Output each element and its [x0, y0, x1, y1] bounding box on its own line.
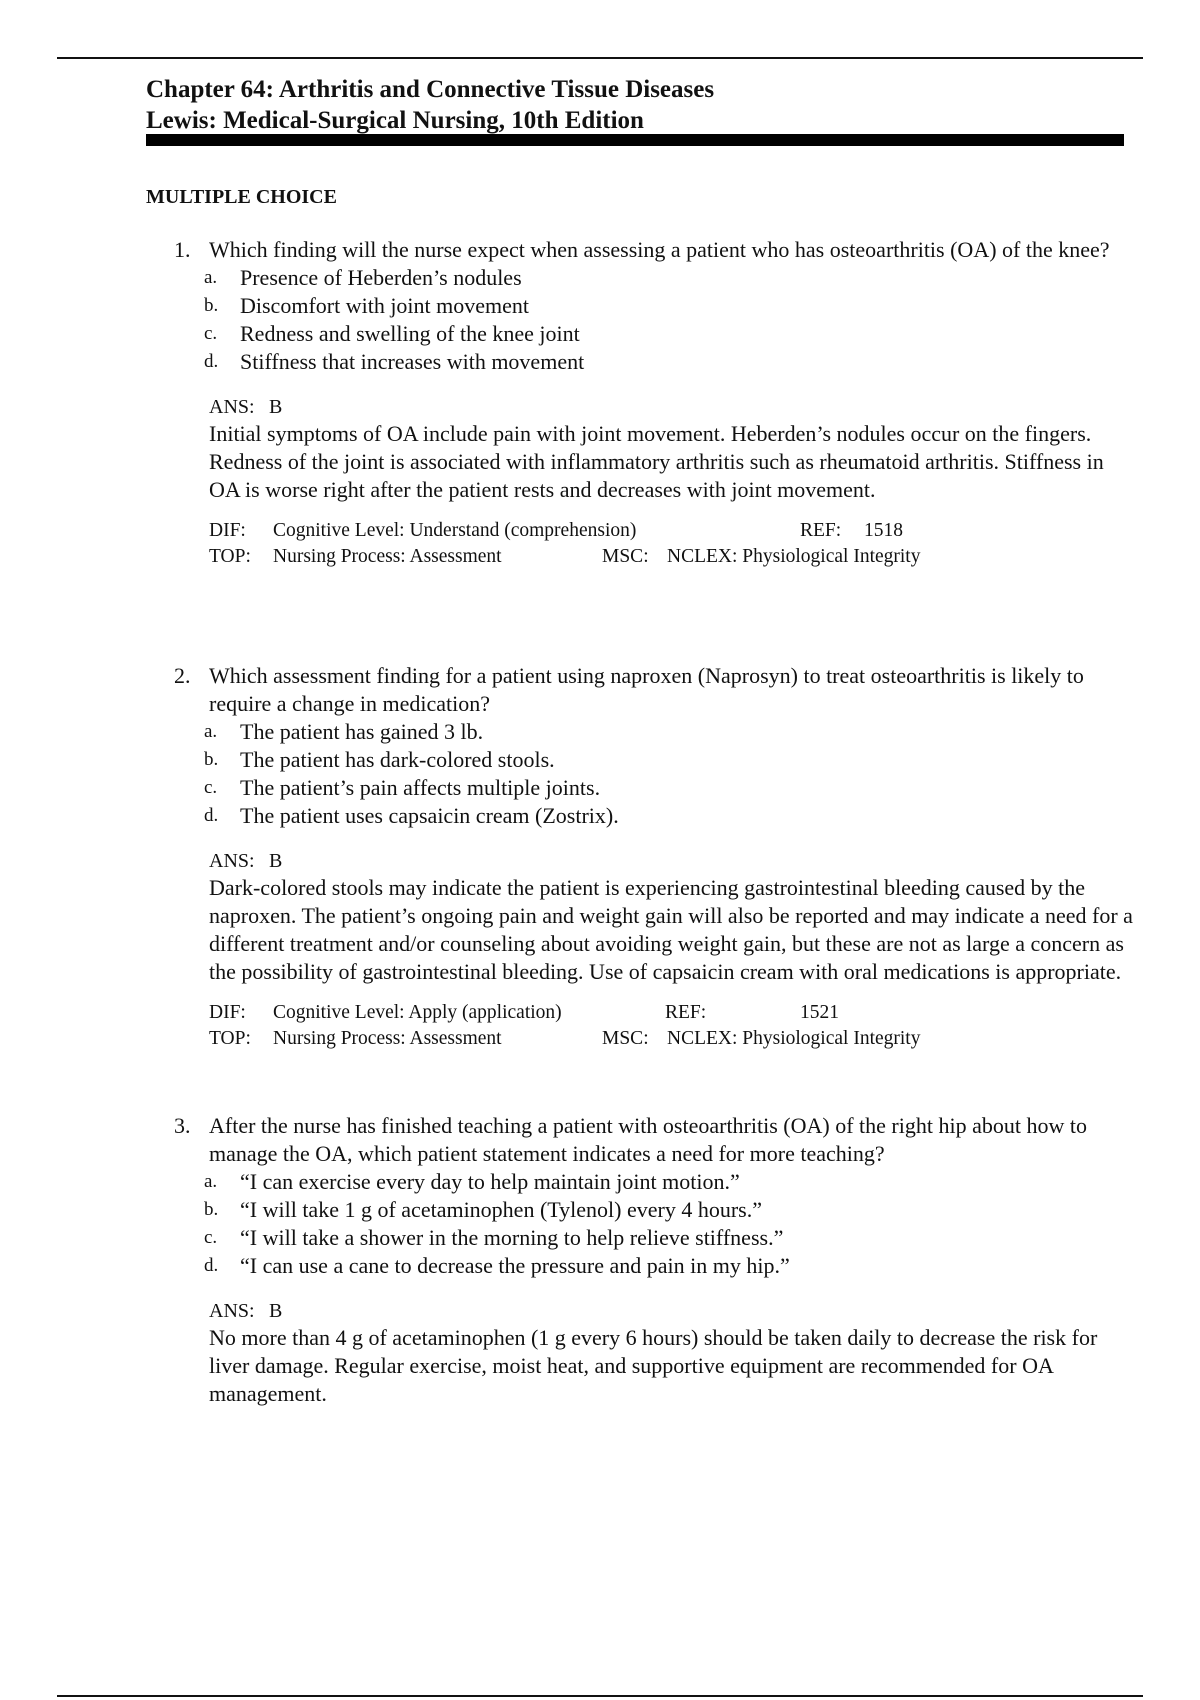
- msc-value: NCLEX: Physiological Integrity: [667, 546, 921, 567]
- option-text: “I will take a shower in the morning to help relieve stiffness.”: [240, 1225, 784, 1250]
- option-c: [146, 320, 1136, 348]
- option-letter: b.: [204, 295, 219, 316]
- document-header: [146, 74, 1126, 136]
- option-a: [146, 1168, 1136, 1196]
- top-rule: [57, 57, 1143, 59]
- section-heading: MULTIPLE CHOICE: [146, 186, 337, 208]
- answer-block: [146, 394, 1136, 504]
- msc-label: MSC:: [602, 1028, 649, 1049]
- option-text: “I can use a cane to decrease the pressure and pain in my hip.”: [240, 1253, 790, 1278]
- question-1: [146, 236, 1136, 572]
- question-stem: [146, 1112, 1136, 1168]
- option-text: The patient’s pain affects multiple joints.: [240, 775, 601, 800]
- answer-label: ANS:: [209, 850, 255, 872]
- msc-value: NCLEX: Physiological Integrity: [667, 1028, 921, 1049]
- metadata-block: [146, 518, 1136, 572]
- answer-label: ANS:: [209, 1300, 255, 1322]
- question-text: After the nurse has finished teaching a patient with osteoarthritis (OA) of the right hip about how to manage the OA, which patient statement indicates a need for more teaching?: [209, 1113, 1087, 1166]
- options-list: [146, 1168, 1136, 1280]
- dif-value: Cognitive Level: Apply (application): [273, 1002, 562, 1023]
- question-number: 3.: [174, 1113, 191, 1138]
- option-letter: b.: [204, 1199, 219, 1220]
- option-text: “I can exercise every day to help maintain joint motion.”: [240, 1169, 740, 1194]
- dif-label: DIF:: [209, 520, 246, 541]
- option-letter: c.: [204, 323, 218, 344]
- answer-value: B: [269, 850, 283, 872]
- msc-label: MSC:: [602, 546, 649, 567]
- option-b: [146, 746, 1136, 774]
- question-stem: [146, 236, 1136, 264]
- option-c: [146, 1224, 1136, 1252]
- answer-label: ANS:: [209, 396, 255, 418]
- metadata-block: [146, 1000, 1136, 1054]
- ref-value: 1518: [864, 520, 903, 541]
- book-title: Lewis: Medical-Surgical Nursing, 10th Edition: [146, 107, 644, 134]
- answer-line: [209, 848, 1136, 874]
- option-text: “I will take 1 g of acetaminophen (Tylenol) every 4 hours.”: [240, 1197, 762, 1222]
- option-letter: d.: [204, 351, 219, 372]
- option-a: [146, 718, 1136, 746]
- answer-line: [209, 394, 1136, 420]
- answer-block: [146, 1298, 1136, 1408]
- option-text: Discomfort with joint movement: [240, 293, 530, 318]
- option-b: [146, 292, 1136, 320]
- question-number: 2.: [174, 663, 191, 688]
- ref-label: REF:: [665, 1002, 707, 1023]
- top-value: Nursing Process: Assessment: [273, 546, 502, 567]
- option-letter: a.: [204, 1171, 218, 1192]
- question-2: [146, 662, 1136, 1054]
- option-text: The patient has gained 3 lb.: [240, 719, 484, 744]
- option-letter: d.: [204, 1255, 219, 1276]
- option-letter: d.: [204, 805, 219, 826]
- header-bar: [146, 134, 1124, 146]
- option-text: The patient uses capsaicin cream (Zostrix).: [240, 803, 619, 828]
- answer-value: B: [269, 1300, 283, 1322]
- option-a: [146, 264, 1136, 292]
- option-letter: b.: [204, 749, 219, 770]
- top-label: TOP:: [209, 546, 251, 567]
- answer-line: [209, 1298, 1136, 1324]
- dif-label: DIF:: [209, 1002, 246, 1023]
- chapter-title: Chapter 64: Arthritis and Connective Tissue Diseases: [146, 76, 715, 103]
- ref-label: REF:: [800, 520, 842, 541]
- question-text: Which assessment finding for a patient using naproxen (Naprosyn) to treat osteoarthritis is likely to require a change in medication?: [209, 663, 1084, 716]
- option-text: Redness and swelling of the knee joint: [240, 321, 580, 346]
- ref-value: 1521: [800, 1002, 839, 1023]
- question-3: [146, 1112, 1136, 1408]
- option-c: [146, 774, 1136, 802]
- option-d: [146, 348, 1136, 376]
- question-text: Which finding will the nurse expect when assessing a patient who has osteoarthritis (OA) of the knee?: [209, 237, 1110, 262]
- answer-block: [146, 848, 1136, 986]
- dif-value: Cognitive Level: Understand (comprehension): [273, 520, 637, 541]
- options-list: [146, 264, 1136, 376]
- bottom-rule: [57, 1695, 1143, 1697]
- rationale-text: No more than 4 g of acetaminophen (1 g every 6 hours) should be taken daily to decrease the risk for liver damage. Regular exercise, moist heat, and supportive equipment are recommended for OA management.: [209, 1325, 1098, 1406]
- option-letter: c.: [204, 1227, 218, 1248]
- option-letter: a.: [204, 721, 218, 742]
- option-d: [146, 1252, 1136, 1280]
- option-text: Stiffness that increases with movement: [240, 349, 585, 374]
- question-number: 1.: [174, 237, 191, 262]
- option-text: The patient has dark-colored stools.: [240, 747, 555, 772]
- question-stem: [146, 662, 1136, 718]
- rationale-text: Dark-colored stools may indicate the patient is experiencing gastrointestinal bleeding caused by the naproxen. The patient’s ongoing pain and weight gain will also be reported and may indicate a need for a different treatment and/or counseling about avoiding weight gain, but these are not as large a concern as the possibility of gastrointestinal bleeding. Use of capsaicin cream with oral medications is appropriate.: [209, 875, 1133, 984]
- options-list: [146, 718, 1136, 830]
- answer-value: B: [269, 396, 283, 418]
- top-label: TOP:: [209, 1028, 251, 1049]
- option-letter: c.: [204, 777, 218, 798]
- top-value: Nursing Process: Assessment: [273, 1028, 502, 1049]
- option-b: [146, 1196, 1136, 1224]
- option-d: [146, 802, 1136, 830]
- option-text: Presence of Heberden’s nodules: [240, 265, 522, 290]
- option-letter: a.: [204, 267, 218, 288]
- rationale-text: Initial symptoms of OA include pain with joint movement. Heberden’s nodules occur on the fingers. Redness of the joint is associated with inflammatory arthritis such as rheumatoid arthritis. Stiffness in OA is worse right after the patient rests and decreases with joint movement.: [209, 421, 1104, 502]
